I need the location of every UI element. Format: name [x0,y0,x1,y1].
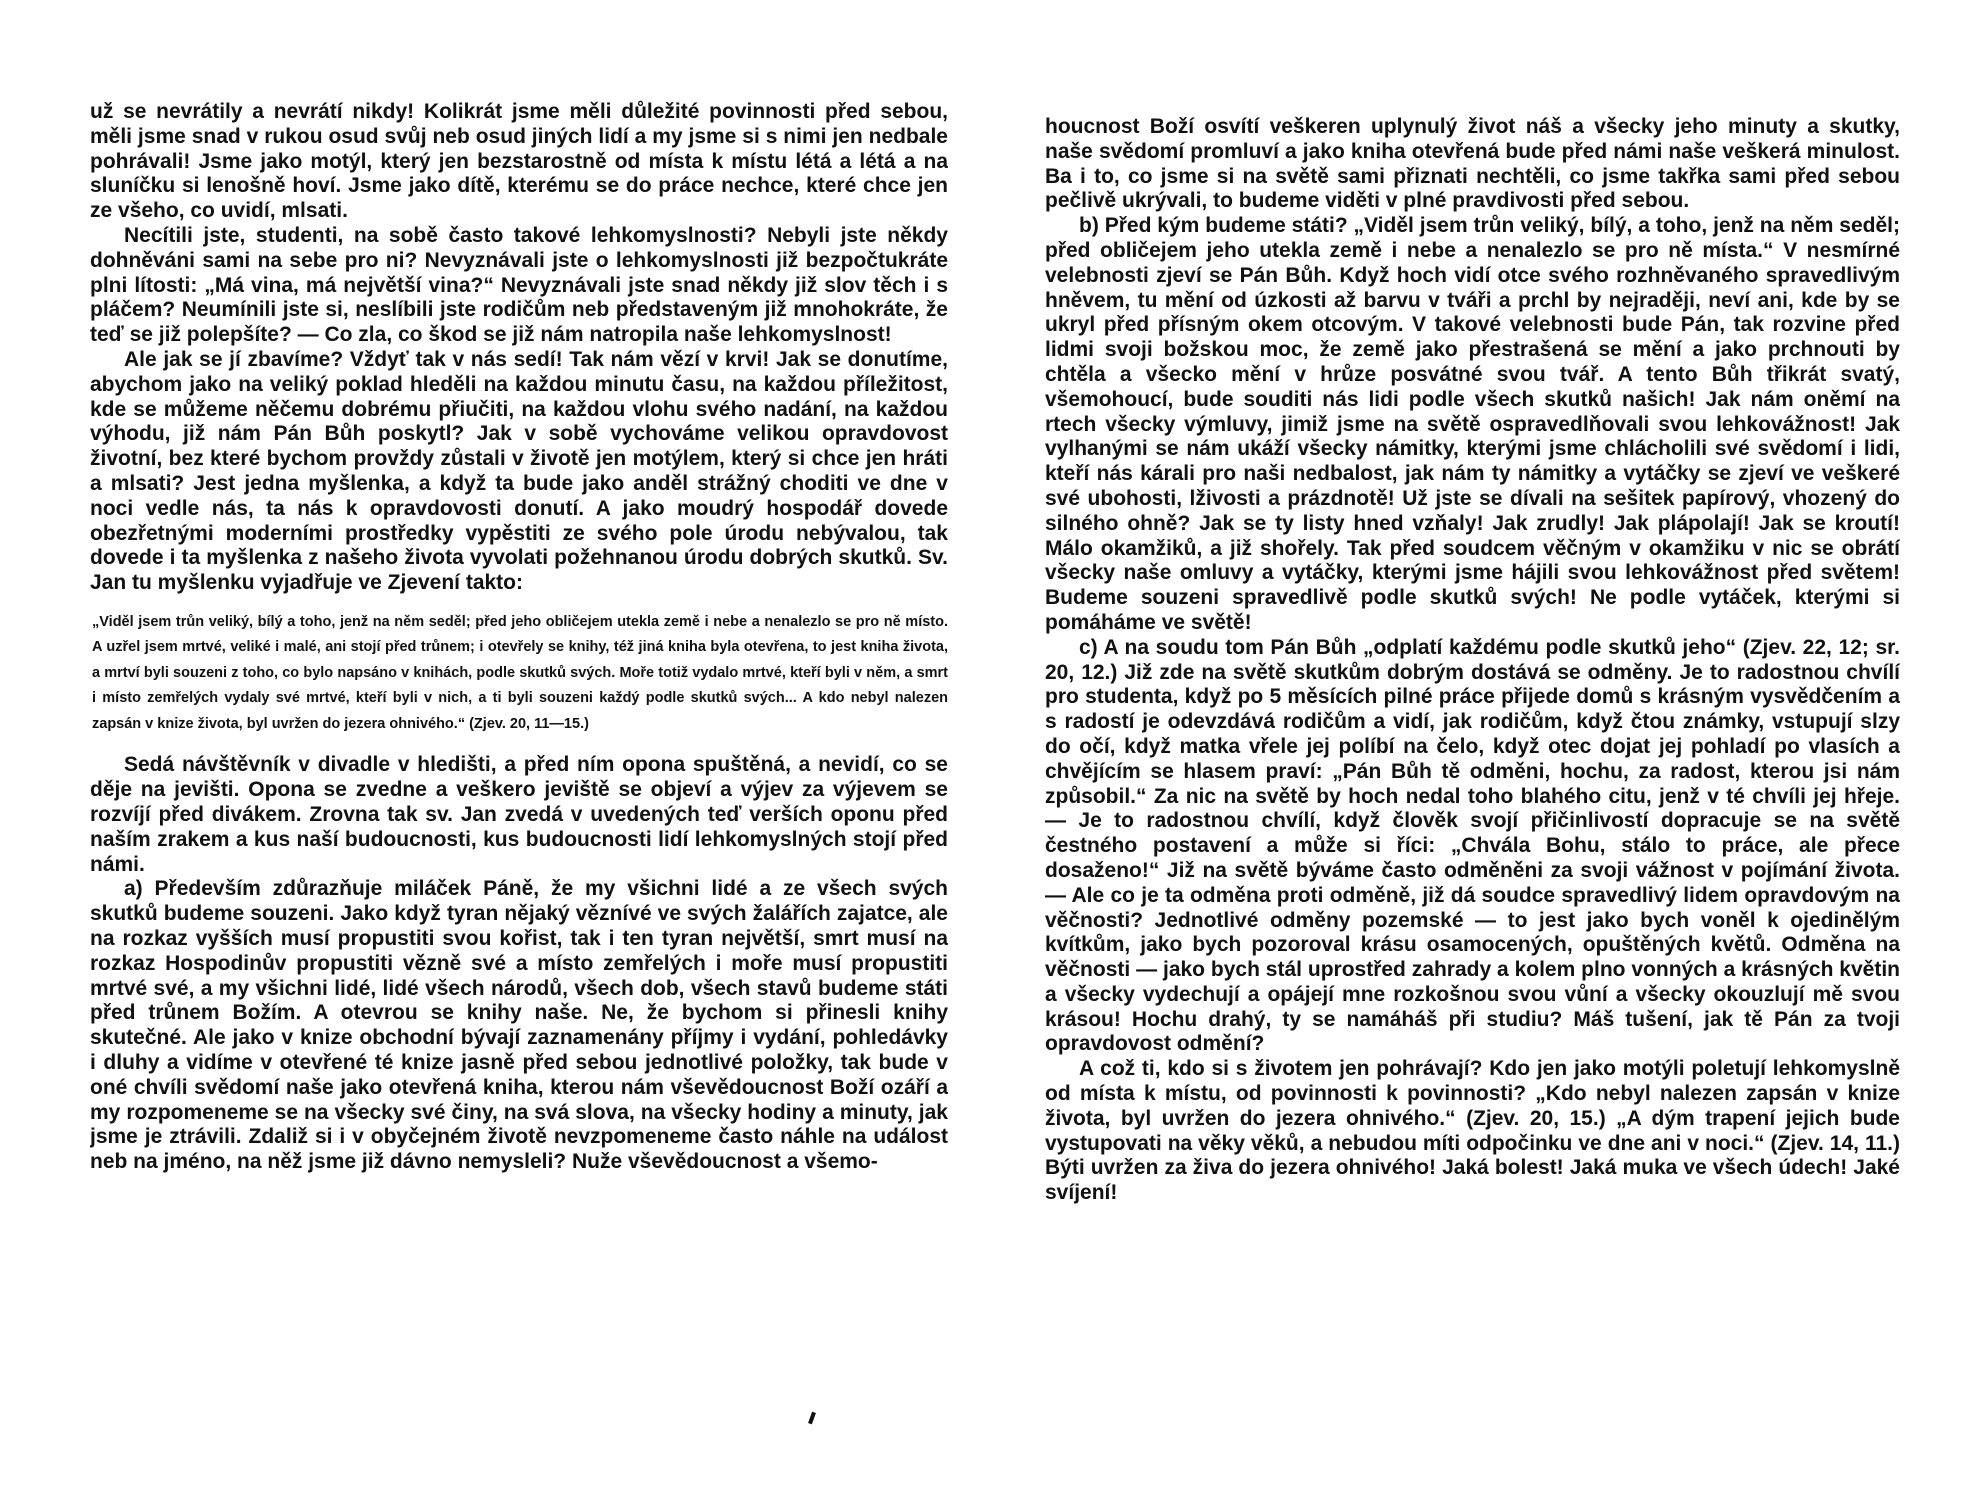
left-page-text [90,100,948,1470]
scripture-quote: „Viděl jsem trůn veliký, bílý a toho, jenž na něm seděl; před jeho obličejem utekla země i nebe a nenalezlo se pro ně místo. A uzřel jsem mrtvé, veliké i malé, ani stojí před trůnem; i otevřely se knihy, též jiná kniha byla otevřena, to jest kniha života, a mrtví byli souzeni z toho, co bylo napsáno v knihách, podle skutků svých. Moře totiž vydalo mrtvé, kteří byli v něm, a smrt i místo zemřelých vydaly své mrtvé, kteří byli v nich, a ti byli souzeni každý podle skutků svých... A kdo nebyl nalezen zapsán v knize života, byl uvržen do jezera ohnivého.“ (Zjev. 20, 11—15.) [92,613,948,732]
left-paragraph-2: Necítili jste, studenti, na sobě často takové lehkomyslnosti? Nebyli jste někdy dohněváni sami na sebe pro ni? Nevyznávali jste o lehkomyslnosti již bezpočtukráte plni lítosti: „Má vina, má největší vina?“ Nevyznávali jste snad někdy již slov těch i s pláčem? Neumínili jste si, neslíbili jste rodičům neb představeným již mnohokráte, že teď se již polepšíte? — Co zla, co škod se již nám natropila naše lehkomyslnost! [90,223,948,347]
right-paragraph-1: houcnost Boží osvítí veškeren uplynulý život náš a všecky jeho minuty a skutky, naše svědomí promluví a jako kniha otevřená bude před námi naše veškerá minulost. Ba i to, co jsme si na světě sami přiznati nechtěli, co jsme takřka sami před sebou pečlivě ukrývali, to budeme viděti v plné pravdivosti před sebou. [1045,115,1900,213]
left-paragraph-1: už se nevrátily a nevrátí nikdy! Kolikrát jsme měli důležité povinnosti před sebou, měli jsme snad v rukou osud svůj neb osud jiných lidí a my jsme si s nimi jen nedbale pohrávali! Jsme jako motýl, který jen bezstarostně od místa k místu létá a létá a na sluníčku si lenošně hoví. Jsme jako dítě, kterému se do práce nechce, které chce jen ze všeho, co uvidí, mlsati. [90,100,948,223]
left-paragraph-4: Sedá návštěvník v divadle v hledišti, a před ním opona spuštěná, a nevidí, co se děje na jevišti. Opona se zvedne a veškero jeviště se objeví a výjev za výjevem se rozvíjí před divákem. Zrovna tak sv. Jan zvedá v uvedených teď verších oponu před naším zrakem a kus naší budoucnosti, kus budoucnosti lidí lehkomyslných stojí před námi. [90,753,948,876]
right-paragraph-2: b) Před kým budeme státi? „Viděl jsem trůn veliký, bílý, a toho, jenž na něm seděl; před obličejem jeho utekla země i nebe a nenalezlo se pro ně místa.“ V nesmírné velebnosti zjeví se Pán Bůh. Když hoch vidí otce svého rozhněvaného spravedlivým hněvem, tu mění od úzkosti až barvu v tváři a prchl by nejraději, neví ani, kde by se ukryl před přísným okem otcovým. V takové velebnosti bude Pán, tak rozvine před lidmi svoji božskou moc, že země jako přestrašená se mění a jako prchnouti by chtěla a všecko mění v hrůze posvátné svou tvář. A tento Bůh třikrát svatý, všemohoucí, bude souditi nás lidi podle všech skutků našich! Jak nám oněmí na rtech všecky výmluvy, jimiž jsme na světě ospravedlňovali svou lehkovážnost! Jak vylhanými se nám ukáží všecky námitky, kterými jsme chlácholili své svědomí i lidi, kteří nás kárali pro naši nedbalost, jak nám ty námitky a vytáčky se zjeví ve veškeré své ubohosti, lživosti a prázdnotě! Už jste se dívali na sešitek papírový, vhozený do silného ohně? Jak se ty listy hned vzňaly! Jak zrudly! Jak plápolají! Jak se kroutí! Málo okamžiků, a již shořely. Tak před soudcem věčným v okamžiku v nic se obrátí všecky naše omluvy a vytáčky, kterými jsme hájili svou lehkovážnost před světem! Budeme souzeni spravedlivě podle skutků svých! Ne podle vytáček, kterými si pomáháme ve světě! [1045,214,1900,634]
left-paragraph-3: Ale jak se jí zbavíme? Vždyť tak v nás sedí! Tak nám vězí v krvi! Jak se donutíme, abychom jako na veliký poklad hleděli na každou minutu času, na každou příležitost, kde se můžeme něčemu dobrému přiučiti, na každou vlohu svého nadání, na každou výhodu, již nám Pán Bůh poskytl? Jak v sobě vychováme velikou opravdovost životní, bez které bychom provždy zůstali v životě jen motýlem, který si chce jen hráti a mlsati? Jest jedna myšlenka, a když ta bude jako anděl strážný choditi ve dne v noci vedle nás, ta nás k opravdovosti donutí. A jako moudrý hospodář dovede obezřetnými moderními prostředky vypěstiti ze svého pole úrodu nebývalou, tak dovede i ta myšlenka z našeho života vyvolati požehnanou úrodu dobrých skutků. Sv. Jan tu myšlenku vyjadřuje ve Zjevení takto: [90,347,948,595]
left-paragraph-5: a) Především zdůrazňuje miláček Páně, že my všichni lidé a ze všech svých skutků budeme souzeni. Jako když tyran nějaký věznívé ve svých žalářích zajatce, ale na rozkaz vyšších musí propustiti svou kořist, tak i ten tyran největší, smrt musí na rozkaz Hospodinův propustiti vězně své a místo zemřelých i moře musí propustiti mrtvé své, a my všichni lidé, lidé všech národů, všech dob, všech stavů budeme státi před trůnem Božím. A otevrou se knihy naše. Ne, že bychom si přinesli knihy skutečné. Ale jako v knize obchodní bývají zaznamenány příjmy i vydání, pohledávky i dluhy a vidíme v otevřené té knize jasně před sebou jednotlivé položky, tak bude v oné chvíli svědomí naše jako otevřená kniha, kterou nám vševědoucnost Boží ozáří a my rozpomeneme se na všecky své činy, na svá slova, na všecky hodiny a minuty, jak jsme je ztrávili. Zdaliž si i v obyčejném životě nevzpomeneme často náhle na událost neb na jméno, na něž jsme již dávno nemysleli? Nuže vševědoucnost a všemo- [90,877,948,1174]
right-page-text [1045,115,1900,1485]
right-paragraph-4: A což ti, kdo si s životem jen pohrávají? Kdo jen jako motýli poletují lehkomyslně od místa k místu, od povinnosti k povinnosti? „Kdo nebyl nalezen zapsán v knize života, byl uvržen do jezera ohnivého.“ (Zjev. 20, 15.) „A dým trapení jejich bude vystupovati na věky věků, a nebudou míti odpočinku ve dne ani v noci.“ (Zjev. 14, 11.) Býti uvržen za živa do jezera ohnivého! Jaká bolest! Jaká muka ve všech údech! Jaké svíjení! [1045,1057,1900,1205]
right-paragraph-3: c) A na soudu tom Pán Bůh „odplatí každému podle skutků jeho“ (Zjev. 22, 12; sr. 20, 12.) Již zde na světě skutkům dobrým dostává se odměny. Je to radostnou chvílí pro studenta, když po 5 měsících pilné práce přijede domů s krásným vysvědčením a s radostí je odevzdává rodičům a vidí, jak rodičům, když čtou známky, vstupují slzy do očí, když matka vřele jej políbí na čelo, když otec dojat jej pohladí po vlasích a chvějícím se hlasem praví: „Pán Bůh tě odměni, hochu, za radost, kterou jsi nám způsobil.“ Za nic na světě by hoch nedal toho blahého citu, jenž v té chvíli jej hřeje. — Je to radostnou chvílí, když člověk svojí přičinlivostí dopracuje se na světě čestného postavení a může si říci: „Chvála Bohu, stálo to práce, ale přece dosaženo!“ Již na světě býváme často odměněni za svoji vážnost v pojímání života. — Ale co je ta odměna proti odměně, již dá soudce spravedlivý lidem opravdovým na věčnosti? Jednotlivé odměny pozemské — to jest jako bych voněl k ojedinělým kvítkům, jako bych pozoroval krásu osamocených, opuštěných květů. Odměna na věčnosti — jako bych stál uprostřed zahrady a kolem plno vonných a krásných květin a všecky vydechují a opájejí mne rozkošnou svou vůní a všecky okouzlují mě svou krásou! Hochu drahý, ty se namáháš při studiu? Máš tušení, jak tě Pán za tvoji opravdovost odmění? [1045,635,1900,1056]
